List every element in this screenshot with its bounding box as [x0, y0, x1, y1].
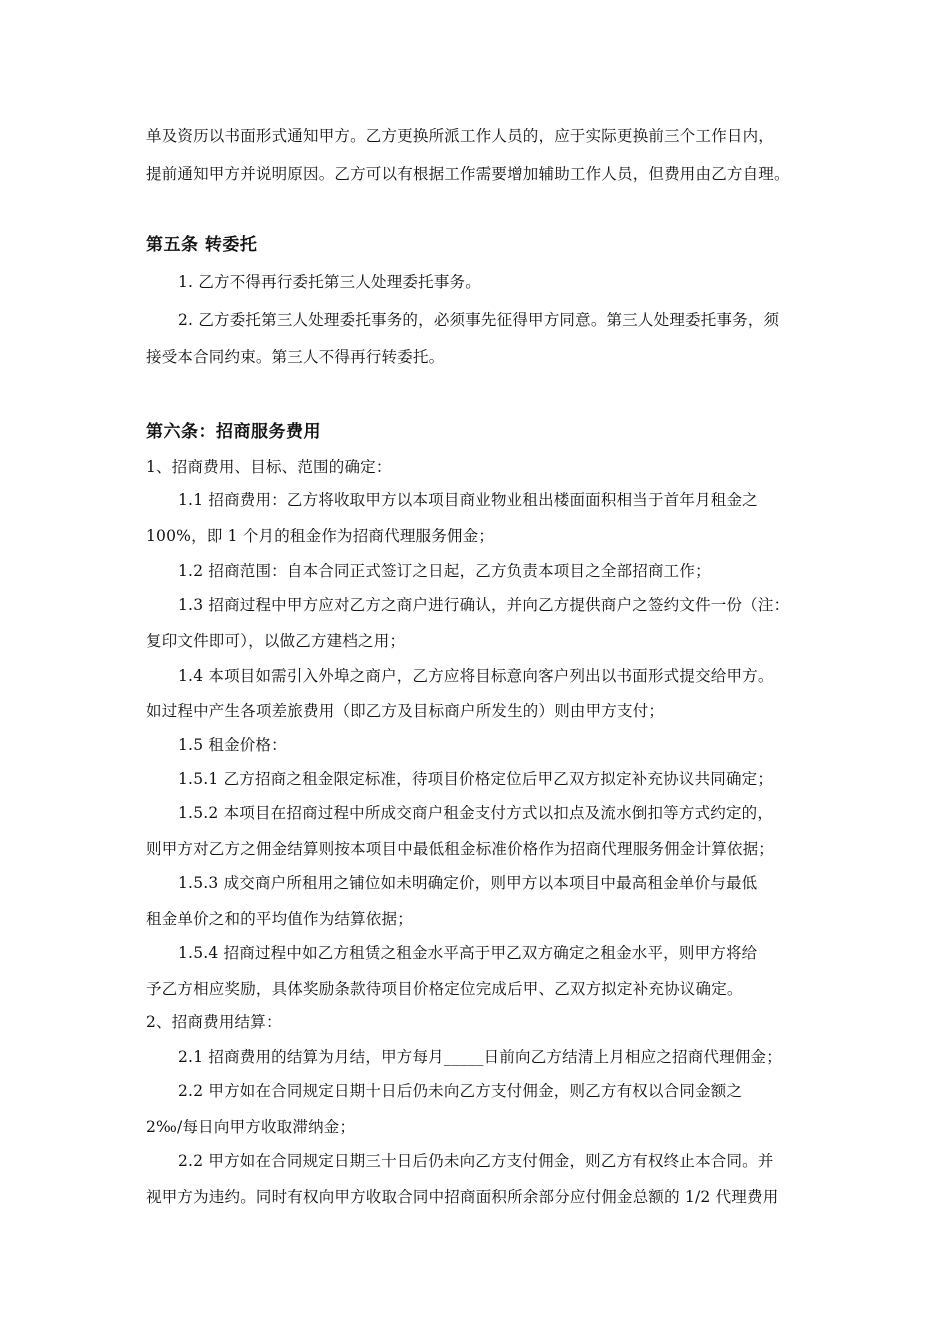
clause-1-4-line-2: 如过程中产生各项差旅费用（即乙方及目标商户所发生的）则由甲方支付； — [146, 702, 665, 720]
intro-line-2: 提前通知甲方并说明原因。乙方可以有根据工作需要增加辅助工作人员，但费用由乙方自理。 — [146, 165, 790, 183]
clause-1-3-line-1: 1.3 招商过程中甲方应对乙方之商户进行确认，并向乙方提供商户之签约文件一份（注： — [178, 596, 790, 614]
clause-1-5-1: 1.5.1 乙方招商之租金限定标准，待项目价格定位后甲乙双方拟定补充协议共同确定； — [178, 770, 774, 788]
clause-1-3-line-2: 复印文件即可），以做乙方建档之用； — [146, 632, 406, 650]
section-1-title: 1、招商费用、目标、范围的确定： — [146, 458, 392, 476]
clause-2-2b-line-2: 视甲方为违约。同时有权向甲方收取合同中招商面积所余部分应付佣金总额的 1/2 代理费用 — [146, 1188, 779, 1206]
clause-1-5: 1.5 租金价格： — [178, 736, 287, 754]
article-5-title: 第五条 转委托 — [146, 235, 258, 255]
section-2-title: 2、招商费用结算： — [146, 1013, 282, 1031]
intro-line-1: 单及资历以书面形式通知甲方。乙方更换所派工作人员的，应于实际更换前三个工作日内， — [146, 127, 775, 145]
article-5-item-1: 1. 乙方不得再行委托第三人处理委托事务。 — [178, 273, 481, 291]
clause-2-2a-line-2: 2‰/每日向甲方收取滞纳金； — [146, 1118, 356, 1136]
clause-1-5-4-line-1: 1.5.4 招商过程中如乙方租赁之租金水平高于甲乙双方确定之租金水平，则甲方将给 — [178, 944, 758, 962]
clause-1-5-3-line-2: 租金单价之和的平均值作为结算依据； — [146, 910, 413, 928]
clause-1-1-line-1: 1.1 招商费用：乙方将收取甲方以本项目商业物业租出楼面面积相当于首年月租金之 — [178, 491, 758, 509]
clause-1-2: 1.2 招商范围：自本合同正式签订之日起，乙方负责本项目之全部招商工作； — [178, 562, 711, 580]
clause-1-5-2-line-2: 则甲方对乙方之佣金结算则按本项目中最低租金标准价格作为招商代理服务佣金计算依据； — [146, 840, 775, 858]
clause-1-5-2-line-1: 1.5.2 本项目在招商过程中所成交商户租金支付方式以扣点及流水倒扣等方式约定的， — [178, 804, 774, 822]
clause-1-5-4-line-2: 予乙方相应奖励，具体奖励条款待项目价格定位完成后甲、乙双方拟定补充协议确定。 — [146, 980, 743, 998]
clause-2-2b-line-1: 2.2 甲方如在合同规定日期三十日后仍未向乙方支付佣金，则乙方有权终止本合同。并 — [178, 1152, 774, 1170]
clause-2-1: 2.1 招商费用的结算为月结，甲方每月_____日前向乙方结清上月相应之招商代理佣金； — [178, 1048, 782, 1066]
clause-1-1-line-2: 100%，即 1 个月的租金作为招商代理服务佣金； — [146, 527, 495, 545]
article-5-item-2-line-2: 接受本合同约束。第三人不得再行转委托。 — [146, 348, 445, 366]
clause-1-4-line-1: 1.4 本项目如需引入外埠之商户，乙方应将目标意向客户列出以书面形式提交给甲方。 — [178, 667, 774, 685]
article-5-item-2-line-1: 2. 乙方委托第三人处理委托事务的，必须事先征得甲方同意。第三人处理委托事务，须 — [178, 311, 780, 329]
article-6-title: 第六条：招商服务费用 — [146, 422, 321, 442]
clause-2-2a-line-1: 2.2 甲方如在合同规定日期十日后仍未向乙方支付佣金，则乙方有权以合同金额之 — [178, 1082, 743, 1100]
clause-1-5-3-line-1: 1.5.3 成交商户所租用之铺位如未明确定价，则甲方以本项目中最高租金单价与最低 — [178, 874, 758, 892]
